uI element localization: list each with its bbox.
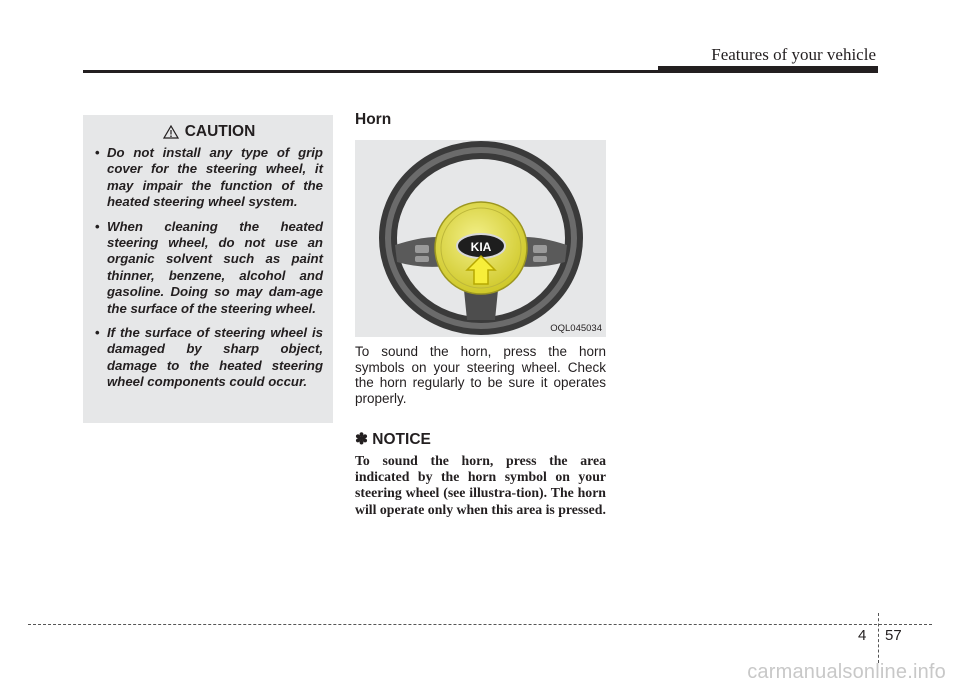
caution-title: CAUTION	[184, 123, 256, 140]
header-tab	[658, 66, 878, 73]
kia-logo-text: KIA	[470, 240, 492, 254]
steering-wheel-illustration	[355, 140, 606, 337]
footer-rule	[28, 624, 932, 625]
caution-header	[95, 123, 323, 141]
caution-item: • Do not install any type of grip cover for the steering wheel, it may impair the function of the heated steering wheel system.	[95, 145, 323, 210]
caution-item: • If the surface of steering wheel is damaged by sharp object, damage to the heated steering wheel components could occur.	[95, 325, 323, 390]
section-title: Features of your vehicle	[711, 45, 876, 64]
notice-heading: ✽ NOTICE	[355, 431, 431, 448]
caution-box	[83, 115, 333, 423]
watermark: carmanualsonline.info	[747, 661, 946, 683]
horn-heading: Horn	[355, 111, 392, 128]
horn-description: To sound the horn, press the horn symbols on your steering wheel. Check the horn regularly to be sure it operates properly.	[355, 344, 606, 406]
warning-triangle-icon	[163, 125, 179, 139]
notice-text: To sound the horn, press the area indicated by the horn symbol on your steering wheel (see illustra-tion). The horn will operate only when this area is pressed.	[355, 453, 606, 517]
footer-divider	[878, 613, 879, 663]
caution-list	[95, 145, 323, 391]
steering-wheel-figure	[355, 140, 606, 337]
caution-item: • When cleaning the heated steering wheel, do not use an organic solvent such as paint thinner, benzene, alcohol and gasoline. Doing so may dam-age the surface of the steering wheel.	[95, 218, 323, 316]
chapter-number: 4	[858, 627, 867, 644]
page-number: 57	[885, 627, 902, 644]
figure-code: OQL045034	[550, 323, 602, 334]
